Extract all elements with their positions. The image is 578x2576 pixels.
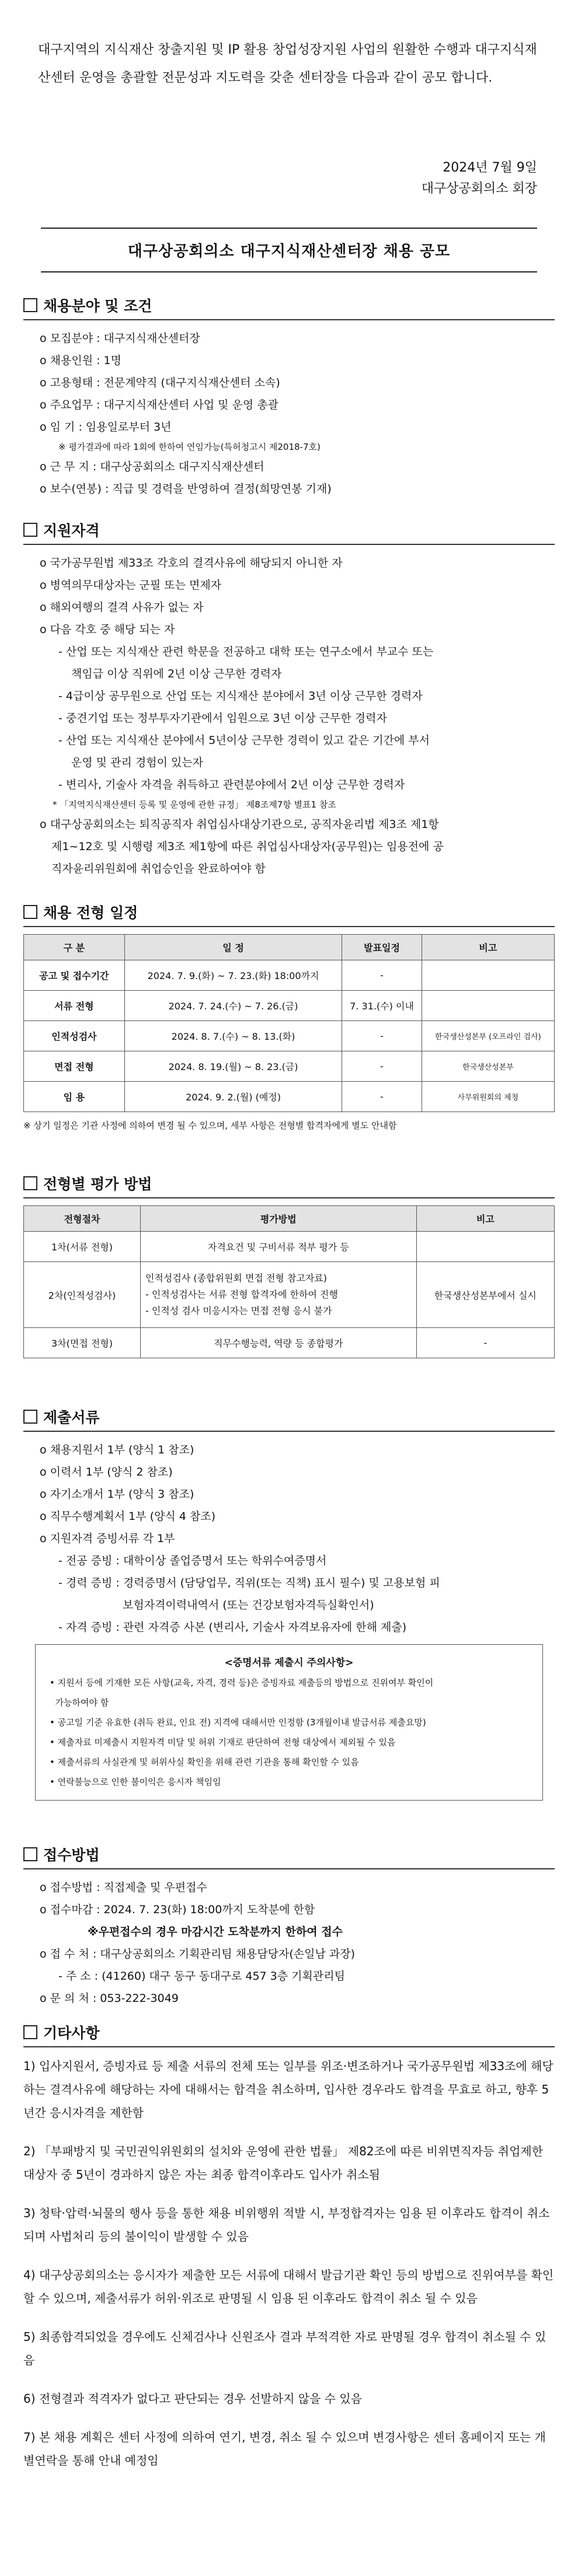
list-item: 1) 입사지원서, 증빙자료 등 제출 서류의 전체 또는 일부를 위조·변조하거나 국가공무원법 제33조에 해당하는 결격사유에 해당하는 자에 대해서는 합격을 취소하며, 입사한 경우라도 합격을 무효로 하고, 향후 5년간 응시자격을 제한함 xyxy=(23,2059,553,2120)
list-item: o 자기소개서 1부 (양식 3 참조) xyxy=(40,1488,194,1501)
list-item: o 지원자격 증빙서류 각 1부 xyxy=(40,1532,175,1545)
list-item: o 고용형태 : 전문계약직 (대구지식재산센터 소속) xyxy=(40,376,280,389)
table-header: 평가방법 xyxy=(140,1206,416,1232)
checkbox-square-icon xyxy=(23,1847,37,1861)
list-item: - 산업 또는 지식재산 분야에서 5년이상 근무한 경력이 있고 같은 기간에 부서 xyxy=(58,734,430,747)
list-item: 책임급 이상 직위에 2년 이상 근무한 경력자 xyxy=(71,667,282,680)
table-row: 서류 전형 2024. 7. 24.(수) ~ 7. 26.(금) 7. 31.(수) 이내 xyxy=(24,991,555,1021)
list-item: o 주요업무 : 대구지식재산센터 사업 및 운영 총괄 xyxy=(40,399,279,411)
table-header: 비고 xyxy=(416,1206,554,1232)
list-item: o 병역의무대상자는 군필 또는 면제자 xyxy=(40,579,222,592)
notice-item: • 공고일 기준 유효한 (취득 완료, 인요 전) 지격에 대해서만 인정함 (3개월이내 발급서류 제출요망) xyxy=(50,1717,426,1728)
list-item: - 4급이상 공무원으로 산업 또는 지식재산 분야에서 3년 이상 근무한 경력자 xyxy=(58,690,423,702)
list-item: o 문 의 처 : 053-222-3049 xyxy=(40,1992,179,2005)
section-heading: 채용분야 및 조건 xyxy=(23,295,555,320)
list-item: 3) 청탁·압력·뇌물의 행사 등을 통한 채용 비위행위 적발 시, 부정합격자는 임용 된 이후라도 합격이 취소되며 사법처리 등의 불이익이 발생할 수 있음 xyxy=(23,2206,550,2243)
list-item: o 직무수행계획서 1부 (양식 4 참조) xyxy=(40,1510,216,1523)
section-heading: 전형별 평가 방법 xyxy=(23,1173,555,1198)
list-item: 제1~12호 및 시행령 제3조 제1항에 따른 취업심사대상자(공무원)는 임용전에 공 xyxy=(51,840,444,853)
table-row: 공고 및 접수기간 2024. 7. 9.(화) ~ 7. 23.(화) 18:00까지 - xyxy=(24,960,555,991)
notice-item: • 제출자료 미제출시 지원자격 미달 및 허위 기재로 판단하여 전형 대상에서 제외될 수 있음 xyxy=(50,1737,396,1747)
list-item: 6) 전형결과 적격자가 없다고 판단되는 경우 선발하지 않을 수 있음 xyxy=(23,2392,363,2406)
list-item: 4) 대구상공회의소는 응시자가 제출한 모든 서류에 대해서 발급기관 확인 등의 방법으로 진위여부를 확인할 수 있으며, 제출서류가 허위·위조로 판명될 시 임용 된 이후라도 합격이 취소 될 수 있음 xyxy=(23,2268,554,2305)
schedule-note: ※ 상기 일정은 기관 사정에 의하여 변경 될 수 있으며, 세부 사항은 전형별 합격자에게 별도 안내함 xyxy=(23,1120,397,1131)
table-row: 인적성검사 2024. 8. 7.(수) ~ 8. 13.(화) - 한국생산성본부 (오프라인 검사) xyxy=(24,1021,555,1051)
list-item: o 접수방법 : 직접제출 및 우편접수 xyxy=(40,1881,207,1894)
list-item: - 산업 또는 지식재산 관련 학문을 전공하고 대학 또는 연구소에서 부교수 또는 xyxy=(58,645,434,658)
section-schedule xyxy=(23,901,555,1134)
list-item: 5) 최종합격되었을 경우에도 신체검사나 신원조사 결과 부적격한 자로 판명될 경우 합격이 취소될 수 있음 xyxy=(23,2330,546,2367)
list-item: - 중견기업 또는 정부투자기관에서 임원으로 3년 이상 근무한 경력자 xyxy=(58,712,387,725)
checkbox-square-icon xyxy=(23,1176,37,1190)
notice-item: • 지원서 등에 기재한 모든 사항(교육, 자격, 경력 등)은 증빙자료 제출등의 방법으로 진위여부 확인이 xyxy=(50,1677,434,1688)
checkbox-square-icon xyxy=(23,1410,37,1424)
section-application xyxy=(23,1844,555,2009)
checkbox-square-icon xyxy=(23,2025,37,2039)
table-row: 2차(인적성검사) 인적성검사 (종합위원회 면접 전형 참고자료) - 인적성검사는 서류 전형 합격자에 한하여 진행 - 인적성 검사 미응시자는 면접 전형 응시 불가 한국생산성본부에서 실시 xyxy=(24,1262,555,1328)
section-evaluation xyxy=(23,1173,555,1358)
table-header: 전형절차 xyxy=(24,1206,141,1232)
table-row: 1차(서류 전형) 자격요건 및 구비서류 적부 평가 등 xyxy=(24,1232,555,1262)
list-item: - 변리사, 기술사 자격을 취득하고 관련분야에서 2년 이상 근무한 경력자 xyxy=(58,778,405,791)
intro-paragraph: 대구지역의 지식재산 창출지원 및 IP 활용 창업성장지원 사업의 원활한 수행과 대구지식재산센터 운영을 총괄할 전문성과 지도력을 갖춘 센터장을 다음과 같이 공모 합니다. xyxy=(38,43,537,85)
note-item: ※우편접수의 경우 마감시간 도착분까지 한하여 접수 xyxy=(88,1925,343,1938)
list-item: 2) 「부패방지 및 국민권익위원회의 설치와 운영에 관한 법률」 제82조에 따른 비위면직자등 취업제한 대상자 중 5년이 경과하지 않은 자는 최종 합격이후라도 입사가 취소됨 xyxy=(23,2144,544,2182)
table-header: 발표일정 xyxy=(342,935,422,960)
list-item: 보험자격이력내역서 (또는 건강보험자격득실확인서) xyxy=(123,1599,374,1612)
list-item: - 전공 증빙 : 대학이상 졸업증명서 또는 학위수여증명서 xyxy=(58,1554,327,1567)
notice-item: 가능하여야 함 xyxy=(50,1697,109,1708)
notice-item: • 연락불능으로 인한 불이익은 응시자 책임임 xyxy=(50,1777,221,1787)
list-item: - 경력 증빙 : 경력증명서 (담당업무, 직위(또는 직책) 표시 필수) 및 고용보험 피 xyxy=(58,1577,440,1589)
list-item: o 이력서 1부 (양식 2 참조) xyxy=(40,1466,173,1479)
notice-item: • 제출서류의 사실관계 및 허위사실 확인을 위해 관련 기관을 통해 확인할 수 있음 xyxy=(50,1757,359,1767)
section-other xyxy=(23,2022,555,2487)
list-item: - 주 소 : (41260) 대구 동구 동대구로 457 3층 기획관리팀 xyxy=(58,1970,345,1983)
section-heading: 기타사항 xyxy=(23,2022,555,2047)
section-heading: 접수방법 xyxy=(23,1844,555,1869)
table-header: 일 정 xyxy=(124,935,342,960)
section-qualifications xyxy=(23,519,555,880)
schedule-table xyxy=(23,934,555,1112)
list-item: 직자윤리위원회에 취업승인을 완료하여야 함 xyxy=(51,862,266,875)
note-item: ※ 평가결과에 따라 1회에 한하여 연임가능(특허청고시 제2018-7호) xyxy=(58,442,321,452)
evaluation-table xyxy=(23,1205,555,1358)
documents-notice-box xyxy=(35,1644,543,1801)
list-item: 7) 본 채용 계획은 센터 사정에 의하여 연기, 변경, 취소 될 수 있으며 변경사항은 센터 홈페이지 또는 개별연락을 통해 안내 예정임 xyxy=(23,2430,546,2467)
list-item: - 자격 증빙 : 관련 자격증 사본 (변리사, 기술사 자격보유자에 한해 제출) xyxy=(58,1621,407,1634)
page-title: 대구상공회의소 대구지식재산센터장 채용 공모 xyxy=(41,228,537,272)
issue-block xyxy=(422,158,537,200)
table-row: 임 용 2024. 9. 2.(월) (예정) - 사무위원회의 제청 xyxy=(24,1082,555,1112)
list-item: o 보수(연봉) : 직급 및 경력을 반영하여 결정(희망연봉 기재) xyxy=(40,483,332,495)
issue-date: 2024년 7월 9일 xyxy=(443,160,537,175)
list-item: o 근 무 지 : 대구상공회의소 대구지식재산센터 xyxy=(40,460,264,473)
list-item: o 채용지원서 1부 (양식 1 참조) xyxy=(40,1443,194,1456)
table-header: 구 분 xyxy=(24,935,125,960)
section-heading: 채용 전형 일정 xyxy=(23,901,555,927)
list-item: o 국가공무원법 제33조 각호의 결격사유에 해당되지 아니한 자 xyxy=(40,557,343,569)
section-heading: 지원자격 xyxy=(23,519,555,545)
section-heading: 제출서류 xyxy=(23,1406,555,1432)
issuer: 대구상공회의소 회장 xyxy=(421,181,537,196)
list-item: 운영 및 관리 경험이 있는자 xyxy=(71,756,204,769)
list-item: o 해외여행의 결격 사유가 없는 자 xyxy=(40,601,204,614)
section-documents xyxy=(23,1406,555,1801)
list-item: o 접 수 처 : 대구상공회의소 기획관리팀 채용담당자(손일남 과장) xyxy=(40,1948,356,1960)
list-item: o 채용인원 : 1명 xyxy=(40,354,122,367)
section-conditions xyxy=(23,295,555,500)
notice-title: <증명서류 제출시 주의사항> xyxy=(224,1657,354,1669)
table-row: 3차(면접 전형) 직무수행능력, 역량 등 종합평가 - xyxy=(24,1328,555,1358)
table-header: 비고 xyxy=(422,935,554,960)
table-row: 면접 전형 2024. 8. 19.(월) ~ 8. 23.(금) - 한국생산성본부 xyxy=(24,1051,555,1082)
list-item: o 모집분야 : 대구지식재산센터장 xyxy=(40,332,200,345)
list-item: o 접수마감 : 2024. 7. 23(화) 18:00까지 도착분에 한함 xyxy=(40,1903,315,1916)
list-item: o 임 기 : 임용일로부터 3년 xyxy=(40,421,172,434)
checkbox-square-icon xyxy=(23,298,37,312)
list-item: o 다음 각호 중 해당 되는 자 xyxy=(40,623,175,636)
list-item: o 대구상공회의소는 퇴직공직자 취업심사대상기관으로, 공직자윤리법 제3조 제1항 xyxy=(40,818,439,831)
note-item: * 「지역지식재산센터 등록 및 운영에 관한 규정」 제8조제7항 별표1 참조 xyxy=(53,799,336,810)
checkbox-square-icon xyxy=(23,523,37,537)
checkbox-square-icon xyxy=(23,905,37,919)
